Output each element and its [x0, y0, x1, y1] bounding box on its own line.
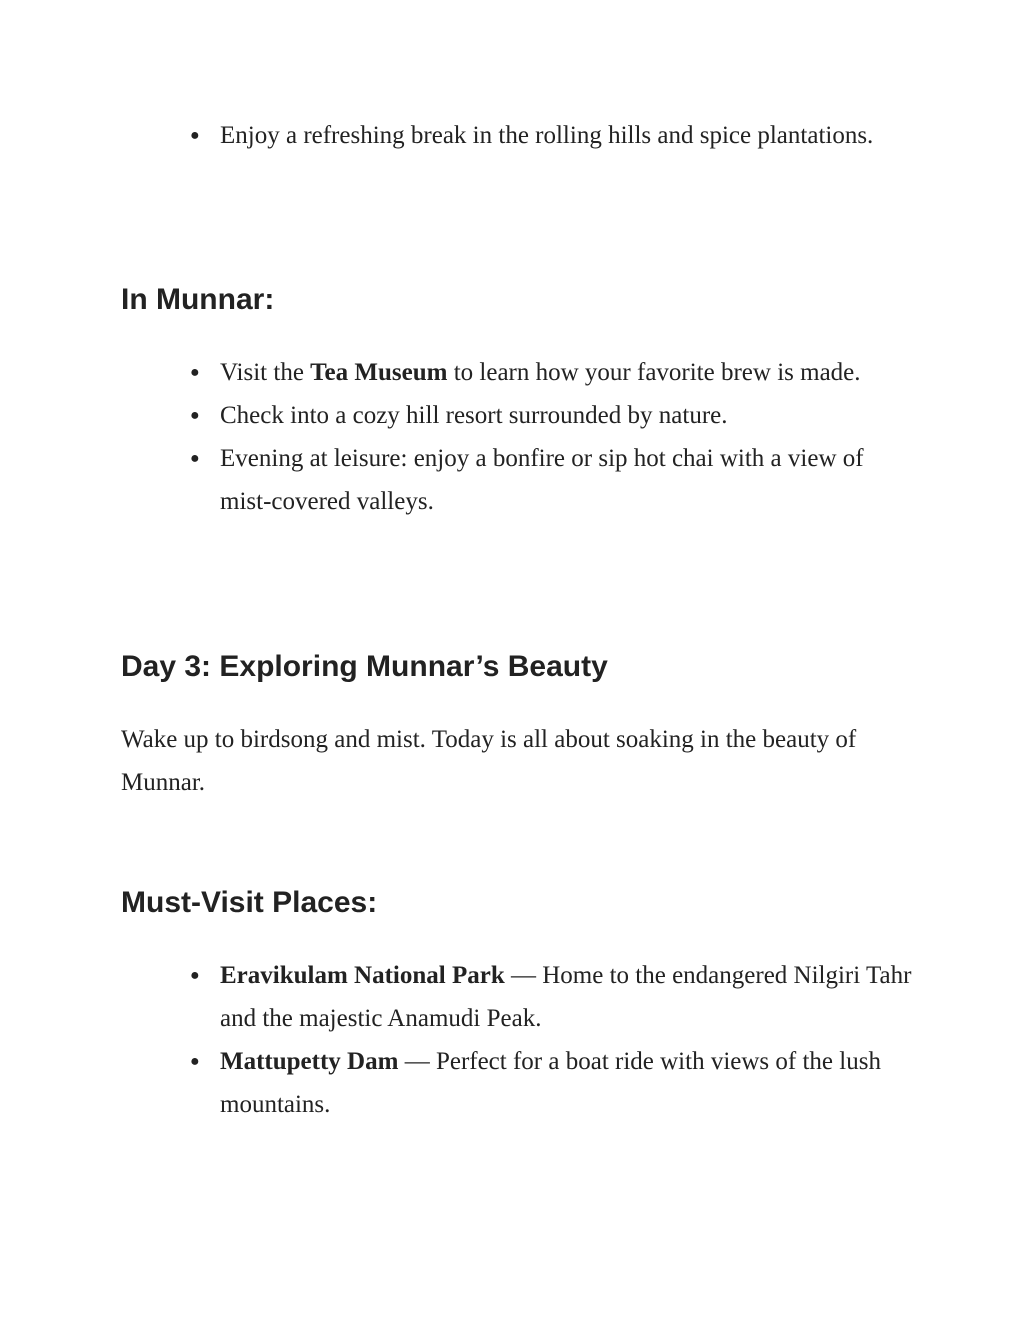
list-item-bold: Eravikulam National Park: [220, 962, 505, 989]
bullet-icon: ●: [190, 1053, 200, 1070]
list-item: [190, 437, 920, 523]
list-item: [190, 394, 920, 437]
intro-bullet-list: [190, 114, 920, 157]
list-item-bold: Mattupetty Dam: [220, 1048, 399, 1075]
must-visit-bullet-list: [190, 954, 920, 1126]
bullet-icon: ●: [190, 450, 200, 467]
list-item-suffix: — Home to the endangered Nilgiri Tahr and the majestic Anamudi Peak.: [220, 962, 912, 1032]
list-item-text: Evening at leisure: enjoy a bonfire or sip hot chai with a view of mist-covered valleys.: [220, 445, 864, 515]
list-item: [190, 351, 920, 394]
in-munnar-bullet-list: [190, 351, 920, 523]
list-item-prefix: Visit the: [220, 359, 311, 386]
list-item-bold: Tea Museum: [310, 359, 448, 386]
bullet-icon: ●: [190, 127, 200, 144]
list-item-suffix: to learn how your favorite brew is made.: [447, 359, 861, 386]
list-item: [190, 954, 920, 1040]
bullet-icon: ●: [190, 407, 200, 424]
list-item-text: Enjoy a refreshing break in the rolling hills and spice plantations.: [220, 122, 874, 149]
list-item-suffix: — Perfect for a boat ride with views of the lush mountains.: [220, 1048, 881, 1118]
section-heading-in-munnar: In Munnar:: [121, 283, 275, 316]
bullet-icon: ●: [190, 364, 200, 381]
section-heading-must-visit: Must-Visit Places:: [121, 886, 378, 919]
list-item: [190, 114, 920, 157]
bullet-icon: ●: [190, 967, 200, 984]
list-item: [190, 1040, 920, 1126]
section-heading-day3: Day 3: Exploring Munnar’s Beauty: [121, 650, 608, 683]
list-item-text: Check into a cozy hill resort surrounded by nature.: [220, 402, 728, 429]
day3-paragraph: Wake up to birdsong and mist. Today is all about soaking in the beauty of Munnar.: [121, 726, 857, 796]
